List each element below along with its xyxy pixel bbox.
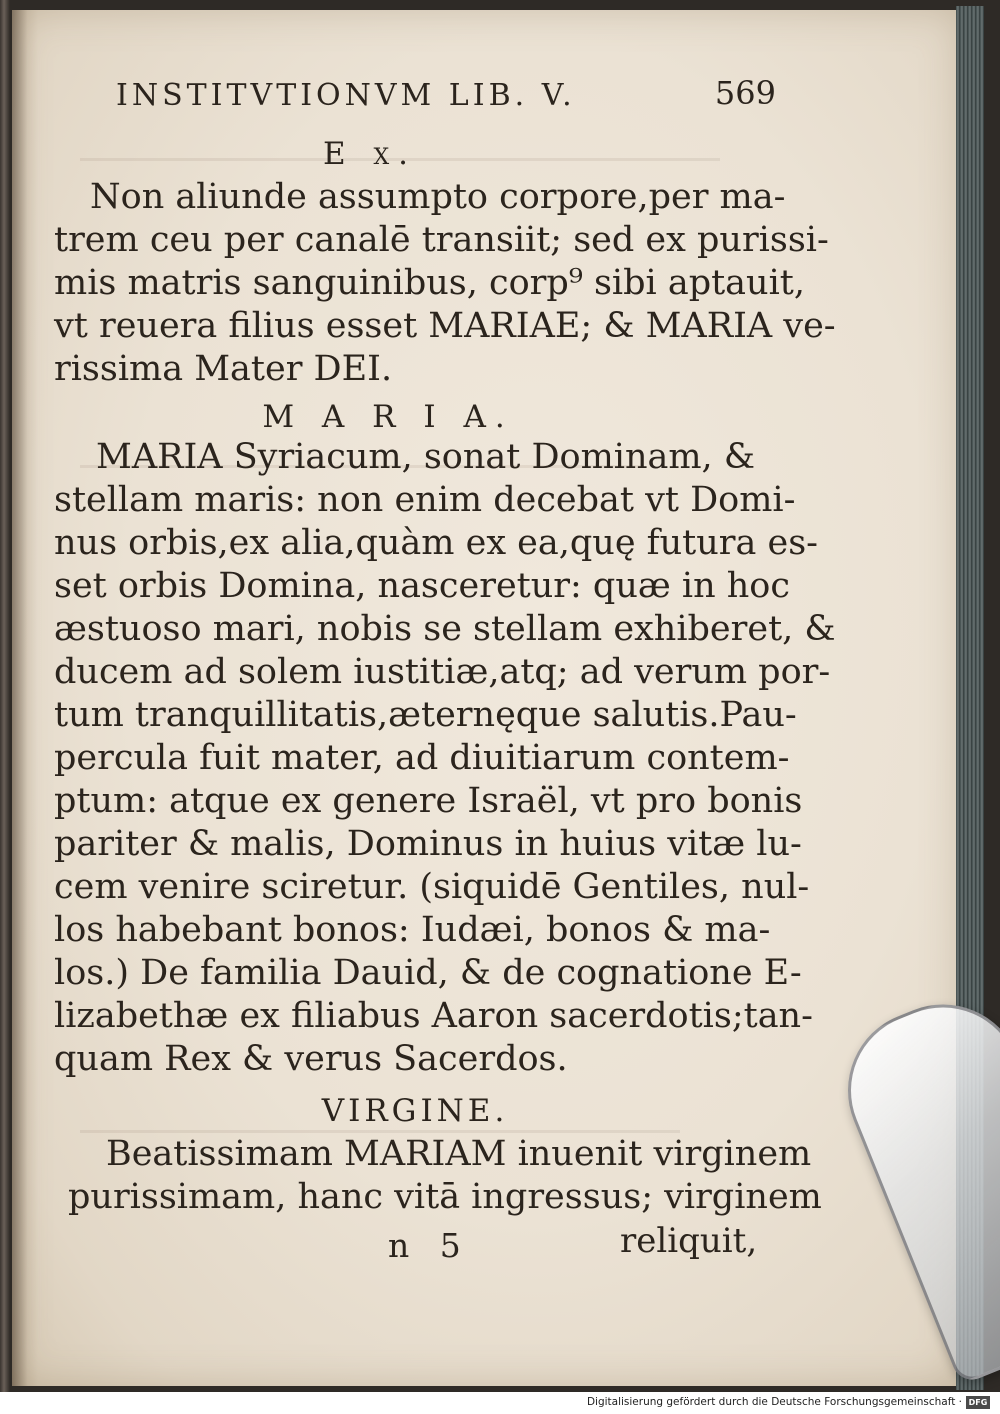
text-line: percula fuit mater, ad diuitiarum contem- xyxy=(54,738,790,778)
text-line: lizabethæ ex filiabus Aaron sacerdotis;tan- xyxy=(54,996,813,1036)
dfg-logo: DFG xyxy=(966,1396,990,1409)
signature-mark: n 5 xyxy=(388,1226,471,1265)
text-line: los habebant bonos: Iudæi, bonos & ma- xyxy=(54,910,771,950)
text-line: cem venire sciretur. (siquidē Gentiles, nul- xyxy=(54,867,810,907)
text-line: æstuoso mari, nobis se stellam exhiberet, & xyxy=(54,609,836,649)
text-line: trem ceu per canalē transiit; sed ex purissi- xyxy=(54,220,829,260)
text-line: rissima Mater DEI. xyxy=(54,349,393,389)
running-head xyxy=(116,74,776,118)
section-heading: M A R I A. xyxy=(262,399,514,435)
catchword: reliquit, xyxy=(620,1221,758,1261)
text-line: los.) De familia Dauid, & de cognatione E- xyxy=(54,953,802,993)
text-line: Beatissimam MARIAM inuenit virginem xyxy=(106,1134,812,1174)
text-line: quam Rex & verus Sacerdos. xyxy=(54,1039,568,1079)
text-line: set orbis Domina, nasceretur: quæ in hoc xyxy=(54,566,790,606)
digitization-credit: Digitalisierung gefördert durch die Deutsche Forschungsgemeinschaft · xyxy=(586,1396,962,1408)
text-line: ducem ad solem iustitiæ,atq; ad verum por- xyxy=(54,652,831,692)
text-line: MARIA Syriacum, sonat Dominam, & xyxy=(96,437,755,477)
page-number: 569 xyxy=(714,74,776,112)
text-line: tum tranquillitatis,æternęque salutis.Pau- xyxy=(54,695,797,735)
text-line: Non aliunde assumpto corpore,per ma- xyxy=(90,177,786,217)
section-heading: E x. xyxy=(323,136,417,172)
text-line: mis matris sanguinibus, corp⁹ sibi aptauit, xyxy=(54,263,805,303)
section-heading: VIRGINE. xyxy=(321,1093,509,1129)
text-line: ptum: atque ex genere Israël, vt pro bonis xyxy=(54,781,803,821)
page-gutter-shadow xyxy=(12,10,38,1386)
running-head-title: INSTITVTIONVM LIB. V. xyxy=(116,78,576,113)
text-line: stellam maris: non enim decebat vt Domi- xyxy=(54,480,796,520)
text-line: nus orbis,ex alia,quàm ex ea,quę futura es- xyxy=(54,523,819,563)
text-line: pariter & malis, Dominus in huius vitæ lu- xyxy=(54,824,802,864)
text-line: purissimam, hanc vitā ingressus; virginem xyxy=(68,1177,822,1217)
text-line: vt reuera filius esset MARIAE; & MARIA ve- xyxy=(54,306,836,346)
